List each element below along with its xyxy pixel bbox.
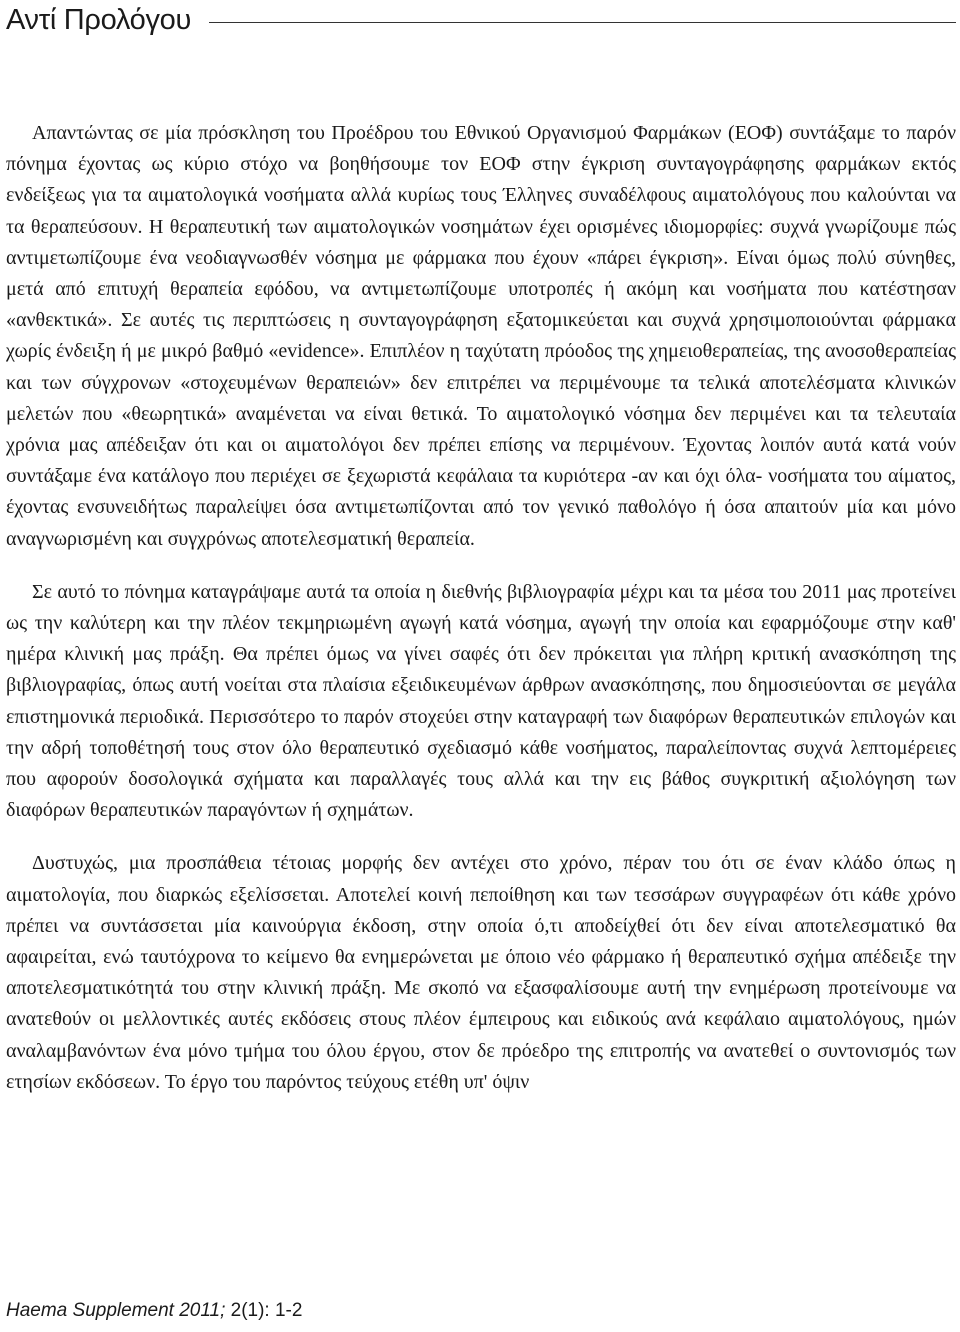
page-footer: [6, 1300, 302, 1322]
paragraph-1: Απαντώντας σε μία πρόσκληση του Προέδρου του Εθνικού Οργανισμού Φαρμάκων (ΕΟΦ) συντάξαμε το παρόν πόνημα έχοντας ως κύριο στόχο να βοηθήσουμε τον ΕΟΦ στην έγκριση συνταγογράφησης φαρμάκων εκτός ενδείξεως για τα αιματολογικά νοσήματα αλλά κυρίως τους Έλληνες συναδέλφους αιματολόγους που καλούνται να τα θεραπεύσουν. Η θεραπευτική των αιματολογικών νοσημάτων έχει ορισμένες ιδιομορφίες: συχνά γνωρίζουμε πώς αντιμετωπίζουμε ένα νεοδιαγνωσθέν νόσημα με φάρμακα που έχουν «πάρει έγκριση». Είναι όμως πολύ σύνηθες, μετά από επιτυχή θεραπεία εφόδου, να αντιμετωπίζουμε υποτροπές ή ακόμη και νοσήματα που κατέστησαν «ανθεκτικά». Σε αυτές τις περιπτώσεις η συνταγογράφηση εξατομικεύεται και συχνά χρησιμοποιούνται φάρμακα χωρίς ένδειξη ή με μικρό βαθμό «evidence». Επιπλέον η ταχύτατη πρόοδος της χημειοθεραπείας, της ανοσοθεραπείας και των σύγχρονων «στοχευμένων θεραπειών» δεν επιτρέπει να περιμένουμε τα τελικά αποτελέσματα κλινικών μελετών που «θεωρητικά» αναμένεται να είναι θετικά. Το αιματολογικό νόσημα δεν περιμένει και τα τελευταία χρόνια μας απέδειξαν ότι και οι αιματολόγοι δεν πρέπει επίσης να περιμένουν. Έχοντας λοιπόν αυτά κατά νούν συντάξαμε ένα κατάλογο που περιέχει σε ξεχωριστά κεφάλαια τα κυριότερα -αν και όχι όλα- νοσήματα του αίματος, έχοντας ενσυνειδήτως παραλείψει όσα αντιμετωπίζονται από τον γενικό παθολόγο ή όσα απαιτούν μία και μόνο αναγνωρισμένη και συγχρόνως αποτελεσματική θεραπεία.: [6, 122, 956, 550]
title-rule: [209, 22, 956, 23]
journal-name: Haema Supplement 2011;: [6, 1300, 226, 1321]
page-title: Αντί Προλόγου: [6, 3, 192, 36]
page-header: [6, 0, 956, 40]
body-text: [6, 118, 956, 1098]
paragraph-3: Δυστυχώς, μια προσπάθεια τέτοιας μορφής δεν αντέχει στο χρόνο, πέραν του ότι σε έναν κλάδο όπως η αιματολογία, που διαρκώς εξελίσσεται. Αποτελεί κοινή πεποίθηση και των τεσσάρων συγγραφέων ότι κάθε χρόνο πρέπει να συντάσσεται μία καινούργια έκδοση, στην οποία ό,τι αποδείχθεί ότι δεν είναι αποτελεσματικό θα αφαιρείται, ενώ ταυτόχρονα το κείμενο θα ενημερώνεται με όποιο νέο φάρμακο ή θεραπευτικό σχήμα απέδειξε την αποτελεσματικότητά του στην κλινική πράξη. Με σκοπό να εξασφαλίσουμε αυτή την ενημέρωση προτείνουμε να ανατεθούν οι μελλοντικές αυτές εκδόσεις στους πλέον έμπειρους και ειδικούς ανά κεφάλαιο αιματολόγους, ημών αναλαμβανόντων ένα μόνο τμήμα του όλου έργου, στον δε πρόεδρο της επιτροπής να ανατεθεί ο συντονισμός των ετησίων εκδόσεων. Το έργο του παρόντος τεύχους ετέθη υπ' όψιν: [6, 852, 956, 1093]
journal-citation: 2(1): 1-2: [225, 1300, 303, 1321]
paragraph-2: Σε αυτό το πόνημα καταγράψαμε αυτά τα οποία η διεθνής βιβλιογραφία μέχρι και τα μέσα του 2011 μας προτείνει ως την καλύτερη και την πλέον τεκμηριωμένη αγωγή κατά νόσημα, αγωγή την οποία και εφαρμόζουμε στην καθ' ημέρα κλινική μας πράξη. Θα πρέπει όμως να γίνει σαφές ότι δεν πρόκειται για πλήρη κριτική ανασκόπηση της βιβλιογραφίας, όπως αυτή νοείται στα πλαίσια εξειδικευμένων άρθρων ανασκόπησης, που δημοσιεύονται σε μεγάλα επιστημονικά περιοδικά. Περισσότερο το παρόν στοχεύει στην καταγραφή των διαφόρων θεραπευτικών επιλογών και την αδρή τοποθέτησή τους στον όλο θεραπευτικό σχεδιασμό κάθε νοσήματος, παραλείποντας συχνά λεπτομέρειες που αφορούν δοσολογικά σχήματα και παραλλαγές τους αλλά και την εις βάθος συγκριτική αξιολόγηση των διαφόρων θεραπευτικών παραγόντων ή σχημάτων.: [6, 580, 956, 822]
